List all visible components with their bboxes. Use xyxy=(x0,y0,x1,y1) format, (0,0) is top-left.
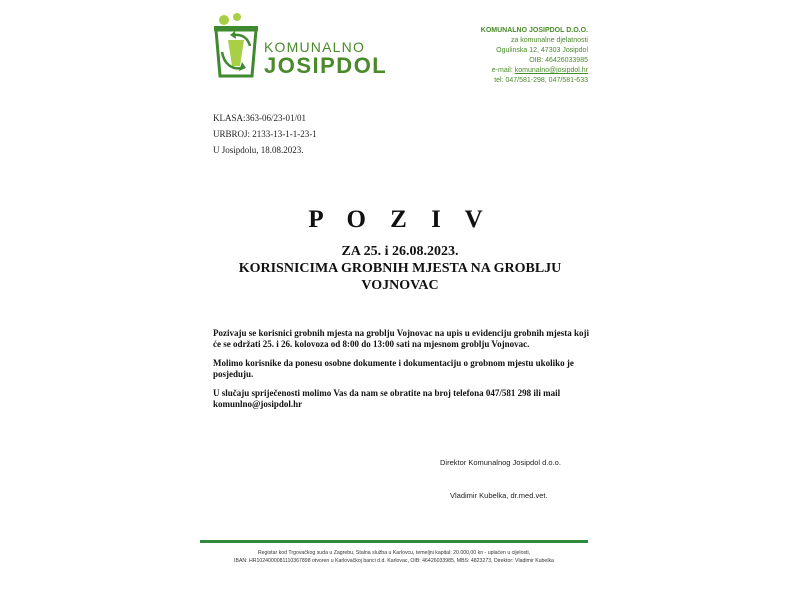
document-date: U Josipdolu, 18.08.2023. xyxy=(213,145,304,155)
document-subtitle xyxy=(0,243,800,294)
company-logo xyxy=(210,12,388,82)
document-footer xyxy=(200,549,588,565)
urbroj: URBROJ: 2133-13-1-1-23-1 xyxy=(213,129,317,139)
subtitle-line-1: ZA 25. i 26.08.2023. xyxy=(341,244,459,259)
company-address: Ogulinska 12, 47303 Josipdol xyxy=(496,47,588,54)
subtitle-line-2: KORISNICIMA GROBNIH MJESTA NA GROBLJU xyxy=(238,261,562,276)
body-paragraph-2: Molimo korisnike da ponesu osobne dokumente i dokumentaciju o grobnom mjestu ukoliko je posjeduju. xyxy=(213,358,574,379)
company-activity: za komunalne djelatnosti xyxy=(510,37,588,44)
email-link[interactable]: komunalno@josipdol.hr xyxy=(514,67,588,74)
document-title: P O Z I V xyxy=(308,206,492,233)
footer-line-1: Registar kod Trgovačkog suda u Zagrebu, Stalna služba u Karlovcu, temeljni kapital: 20.000,00 kn - uplaćen u cijelosti, xyxy=(257,550,531,556)
logo-line-josipdol: JOSIPDOL xyxy=(264,53,388,78)
document-body xyxy=(213,328,593,418)
footer-line-2: IBAN: HR1024000081110367898 otvoren u Karlovačkoj banci d.d. Karlovac, OIB: 46426033985, MBS: 4823273, Direktor: Vladimir Kubelka xyxy=(234,558,554,564)
footer-divider xyxy=(200,540,588,543)
document-reference xyxy=(213,111,317,159)
klasa: KLASA:363-06/23-01/01 xyxy=(213,113,306,123)
company-contact-block xyxy=(481,26,588,86)
signature-name: Vladimir Kubelka, dr.med.vet. xyxy=(450,491,548,500)
email-prefix: e-mail: xyxy=(491,67,515,74)
signature-role: Direktor Komunalnog Josipdol d.o.o. xyxy=(440,458,561,467)
subtitle-line-3: VOJNOVAC xyxy=(361,278,439,293)
logo-line-komunalno: KOMUNALNO xyxy=(264,39,366,55)
company-phone: tel: 047/581-298, 047/581-633 xyxy=(494,77,588,84)
body-paragraph-3: U slučaju spriječenosti molimo Vas da nam se obratite na broj telefona 047/581 298 ili mail komunlno@josipdol.hr xyxy=(213,388,561,409)
logo-wordmark xyxy=(264,40,387,77)
company-oib: OIB: 46426033985 xyxy=(529,57,588,64)
body-paragraph-1: Pozivaju se korisnici grobnih mjesta na groblju Vojnovac na upis u evidenciju grobnih mjesta koji će se održati 25. i 26. kolovoza od 8:00 do 13:00 sati na mjesnom groblju Vojnovac. xyxy=(213,328,590,349)
company-email-row xyxy=(481,66,588,76)
company-name: KOMUNALNO JOSIPDOL D.O.O. xyxy=(480,27,588,34)
recycle-bin-icon xyxy=(210,12,262,82)
